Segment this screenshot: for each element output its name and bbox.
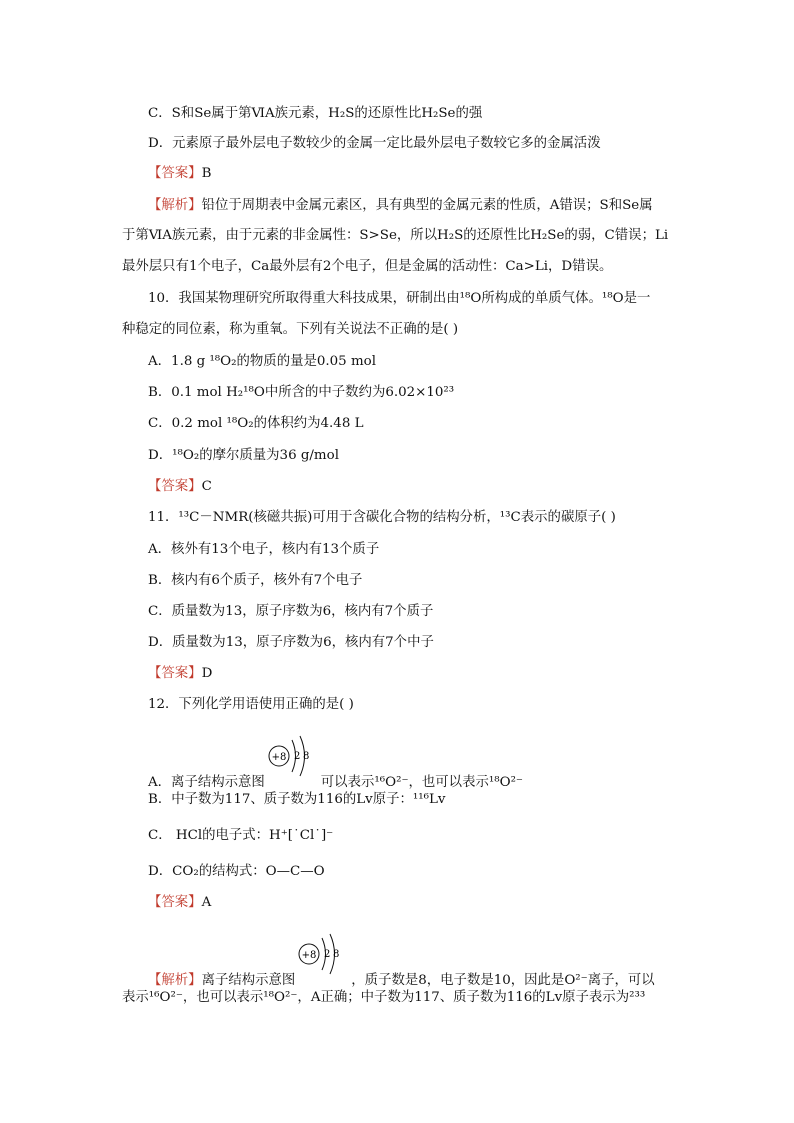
q11-option-d: D．质量数为13，原子序数为6，核内有7个中子	[148, 635, 434, 650]
explanation-ion-diagram	[297, 930, 349, 974]
explanation-tag: 【解析】	[148, 198, 202, 213]
q9-option-c: C．S和Se属于第ⅥA族元素，H₂S的还原性比H₂Se的强	[148, 106, 483, 121]
nucleus-label: +8	[301, 950, 317, 961]
ion-structure-diagram	[267, 732, 319, 776]
shell-1-count: 2	[293, 751, 301, 762]
q12-option-a: A．离子结构示意图 +8 2 8 可以表示¹⁶O²⁻，也可以表示¹⁸O²⁻	[148, 724, 523, 780]
q9-explanation-line-3: 最外层只有1个电子，Ca最外层有2个电子，但是金属的活动性：Ca>Li，D错误。	[122, 259, 613, 274]
q11-option-c: C．质量数为13，原子序数为6，核内有7个质子	[148, 604, 434, 619]
q10-option-b: B．0.1 mol H₂¹⁸O中所含的中子数约为6.02×10²³	[148, 385, 455, 400]
q12-option-c: C． HCl的电子式：H⁺[˙Cl˙]⁻	[148, 828, 334, 843]
q12-explanation-line-1: 【解析】离子结构示意图 +8 2 8 ，质子数是8，电子数是10，因此是O²⁻离子，可以	[148, 920, 655, 984]
q10-option-c: C．0.2 mol ¹⁸O₂的体积约为4.48 L	[148, 416, 364, 431]
q11-option-b: B．核内有6个质子，核外有7个电子	[148, 573, 363, 588]
q9-option-d: D．元素原子最外层电子数较少的金属一定比最外层电子数较它多的金属活泼	[148, 136, 601, 151]
q12-explanation-line-2: 表示¹⁶O²⁻，也可以表示¹⁸O²⁻，A正确；中子数为117、质子数为116的Lv原子表示为²³³	[122, 990, 646, 1005]
q12-option-b: B．中子数为117、质子数为116的Lv原子：¹¹⁶Lv	[148, 792, 446, 807]
shell-1-count: 2	[324, 949, 331, 960]
q9-explanation-line-1: 【解析】铅位于周期表中金属元素区，具有典型的金属元素的性质，A错误；S和Se属	[148, 198, 653, 213]
q11-option-a: A．核外有13个电子，核内有13个质子	[148, 542, 380, 557]
q10-option-d: D．¹⁸O₂的摩尔质量为36 g/mol	[148, 448, 339, 463]
q12-stem: 12．下列化学用语使用正确的是( )	[148, 697, 354, 712]
q9-explanation-line-2: 于第ⅥA族元素，由于元素的非金属性：S>Se，所以H₂S的还原性比H₂Se的弱，C错误；Li	[122, 228, 669, 243]
answer-tag: 【答案】	[148, 166, 202, 181]
q10-option-a: A．1.8 g ¹⁸O₂的物质的量是0.05 mol	[148, 354, 376, 369]
ion-structure-svg	[267, 732, 319, 780]
q9-answer	[148, 164, 211, 184]
q10-answer: 【答案】C	[148, 479, 212, 494]
shell-2-count: 8	[302, 751, 310, 762]
q12-answer: 【答案】A	[148, 895, 212, 910]
answer-value: B	[201, 166, 212, 181]
q11-stem: 11．¹³C－NMR(核磁共振)可用于含碳化合物的结构分析，¹³C表示的碳原子( )	[148, 510, 616, 525]
q10-stem-line-2: 种稳定的同位素，称为重氧。下列有关说法不正确的是( )	[122, 322, 459, 337]
q11-answer: 【答案】D	[148, 666, 213, 681]
shell-2-count: 8	[333, 949, 340, 960]
nucleus-label: +8	[271, 752, 287, 763]
q10-stem-line-1: 10．我国某物理研究所取得重大科技成果，研制出由¹⁸O所构成的单质气体。¹⁸O是一	[148, 291, 651, 306]
explanation-ion-svg	[297, 930, 349, 978]
q12-option-d: D．CO₂的结构式：O—C—O	[148, 864, 325, 879]
